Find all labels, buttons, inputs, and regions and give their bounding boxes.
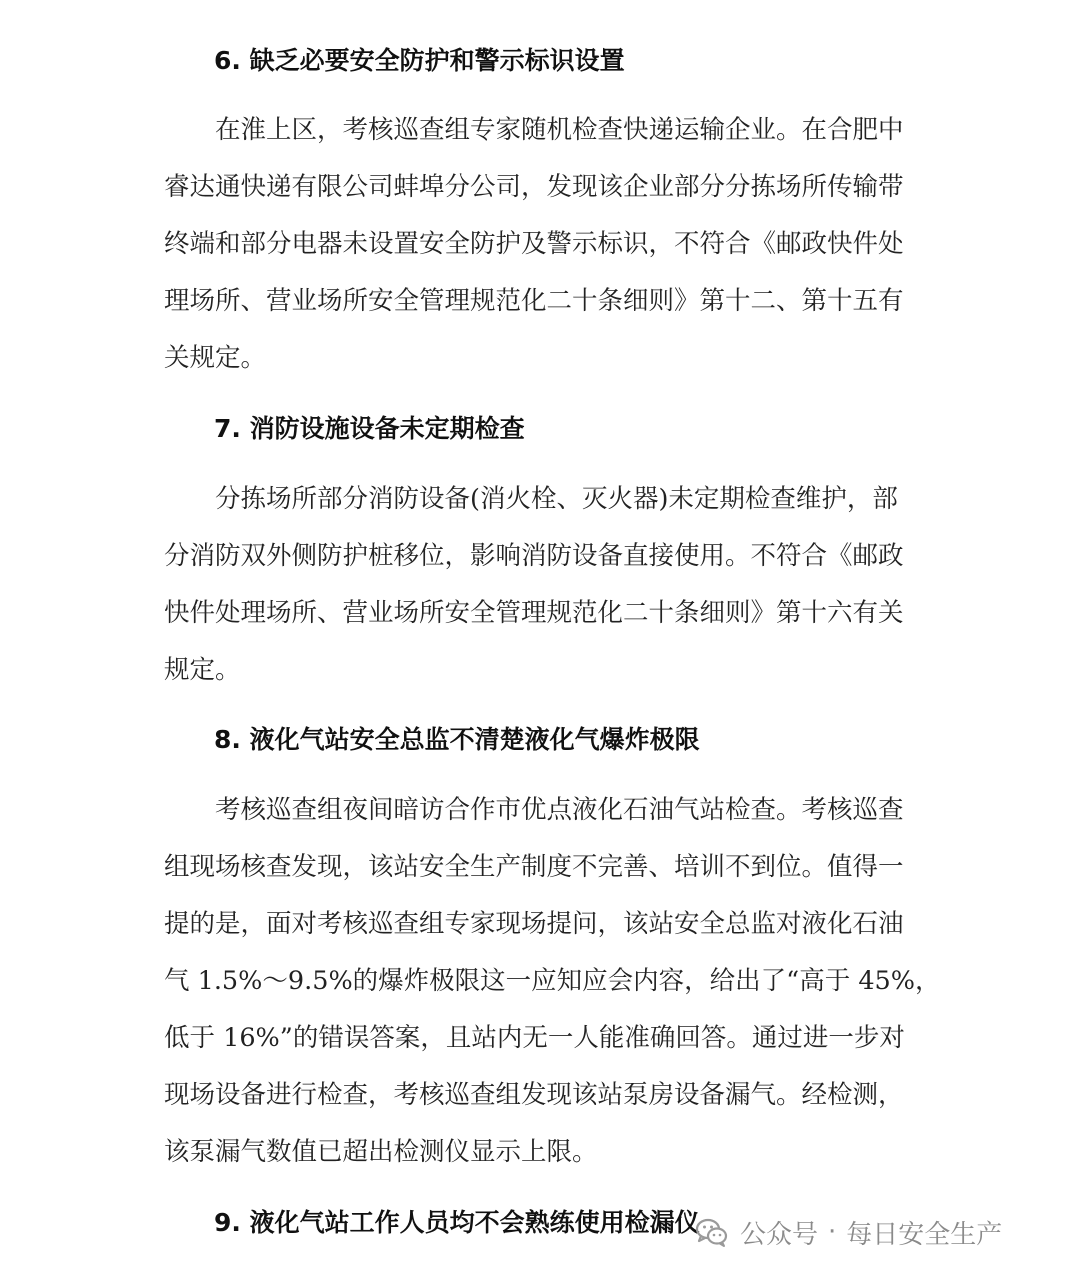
watermark-separator: · bbox=[828, 1217, 837, 1247]
section-8-heading: 8. 液化气站安全总监不清楚液化气爆炸极限 bbox=[214, 725, 700, 754]
section-9-heading: 9. 液化气站工作人员均不会熟练使用检漏仪 bbox=[214, 1208, 700, 1237]
paragraph-line: 分拣场所部分消防设备(消火栓、灭火器)未定期检查维护，部 bbox=[215, 484, 898, 514]
section-6-paragraph bbox=[164, 102, 904, 387]
paragraph-line: 分消防双外侧防护桩移位，影响消防设备直接使用。不符合《邮政 bbox=[164, 541, 904, 571]
paragraph-line: 现场设备进行检查，考核巡查组发现该站泵房设备漏气。经检测， bbox=[164, 1080, 904, 1110]
paragraph-line: 在淮上区，考核巡查组专家随机检查快递运输企业。在合肥中 bbox=[215, 115, 904, 145]
wechat-watermark bbox=[694, 1212, 1002, 1252]
paragraph-line: 该泵漏气数值已超出检测仪显示上限。 bbox=[164, 1137, 598, 1167]
wechat-icon bbox=[694, 1214, 730, 1250]
section-8-paragraph bbox=[164, 782, 941, 1181]
paragraph-line: 关规定。 bbox=[164, 343, 267, 373]
paragraph-line: 睿达通快递有限公司蚌埠分公司，发现该企业部分分拣场所传输带 bbox=[164, 172, 904, 202]
paragraph-line: 终端和部分电器未设置安全防护及警示标识，不符合《邮政快件处 bbox=[164, 229, 904, 259]
paragraph-line: 快件处理场所、营业场所安全管理规范化二十条细则》第十六有关 bbox=[164, 598, 904, 628]
watermark-account: 每日安全生产 bbox=[846, 1219, 1003, 1250]
paragraph-line: 规定。 bbox=[164, 655, 241, 685]
paragraph-line: 组现场核查发现，该站安全生产制度不完善、培训不到位。值得一 bbox=[164, 852, 904, 882]
paragraph-line: 低于 16%”的错误答案，且站内无一人能准确回答。通过进一步对 bbox=[164, 1023, 905, 1053]
paragraph-line: 提的是，面对考核巡查组专家现场提问，该站安全总监对液化石油 bbox=[164, 909, 904, 939]
section-7-paragraph bbox=[164, 471, 904, 699]
paragraph-line: 气 1.5%～9.5%的爆炸极限这一应知应会内容，给出了“高于 45%， bbox=[164, 966, 941, 996]
section-6-heading: 6. 缺乏必要安全防护和警示标识设置 bbox=[214, 46, 625, 75]
section-7-heading: 7. 消防设施设备未定期检查 bbox=[214, 414, 525, 443]
paragraph-line: 考核巡查组夜间暗访合作市优点液化石油气站检查。考核巡查 bbox=[215, 795, 904, 825]
paragraph-line: 理场所、营业场所安全管理规范化二十条细则》第十二、第十五有 bbox=[164, 286, 904, 316]
watermark-label: 公众号 bbox=[740, 1219, 819, 1250]
